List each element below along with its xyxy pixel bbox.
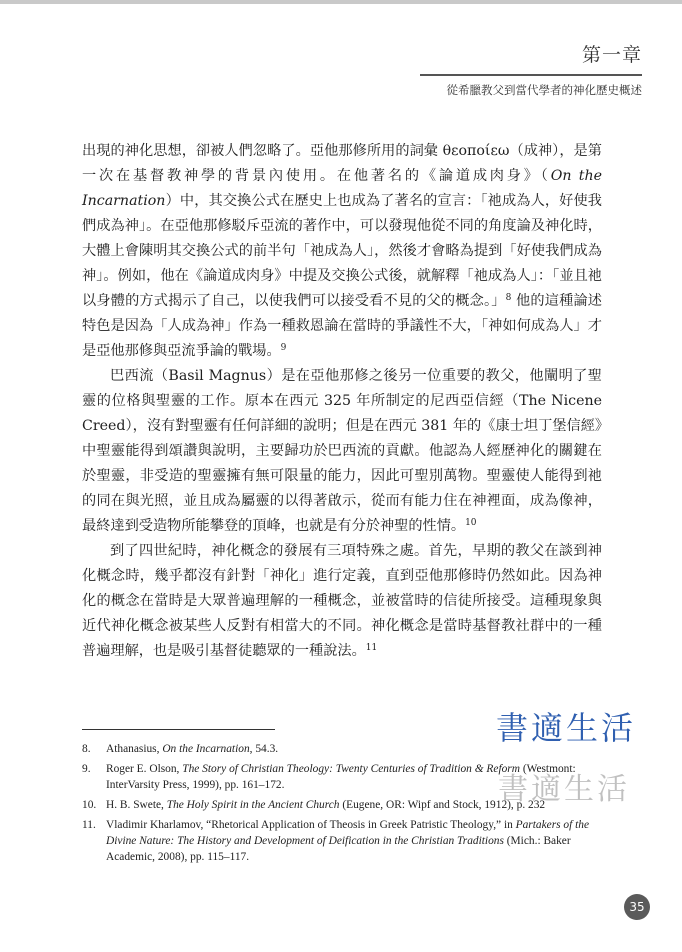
footnote-number: 11. xyxy=(82,819,96,831)
italic-title: The Story of Christian Theology: Twenty Centuries of Tradition & Reform xyxy=(182,763,520,775)
text-run: 巴西流（Basil Magnus）是在亞他那修之後另一位重要的教父，他闡明了聖靈的位格與聖靈的工作。原本在西元 325 年所制定的尼西亞信經（The Nicene Creed），沒有對聖靈有任何詳細的說明；但是在西元 381 年的《康士坦丁堡信經》中聖靈能得到頌讚與說明，主要歸功於巴西流的貢獻。他認為人經歷神化的關鍵在於聖靈，非受造的聖靈擁有無可限量的能力，因此可聖別萬物。聖靈使人能得到祂的同在與光照，並且成為屬靈的以得著啟示，從而有能力住在神裡面，成為像神，最終達到受造物所能攀登的頂峰，也就是有分於神聖的性情。 xyxy=(82,368,602,534)
text-run: (Westmont: InterVarsity Press, 1999), pp. 161–172. xyxy=(106,763,576,791)
paragraph xyxy=(82,364,602,539)
text-run: , 54.3. xyxy=(249,743,279,755)
footnote-reference: 10 xyxy=(465,518,477,528)
footnote-reference: 8 xyxy=(505,293,512,303)
chapter-label: 第一章 xyxy=(581,44,642,66)
text-run: Roger E. Olson, xyxy=(106,763,183,775)
paragraph xyxy=(82,139,602,364)
footnote-reference: 11 xyxy=(365,643,378,653)
chapter-subtitle: 從希臘教父到當代學者的神化歷史概述 xyxy=(446,83,642,97)
italic-title: The Holy Spirit in the Ancient Church xyxy=(166,799,340,811)
watermark-secondary: 書適生活 xyxy=(498,772,630,807)
body-text xyxy=(82,139,602,664)
text-run: 他的這種論述特色是因為「人成為神」作為一種救恩論在當時的爭議性不大，「神如何成為人」才是亞他那修與亞流爭論的戰場。 xyxy=(82,293,602,359)
header-rule xyxy=(420,74,642,76)
text-run: 到了四世紀時，神化概念的發展有三項特殊之處。首先，早期的教父在談到神化概念時，幾乎都沒有針對「神化」進行定義，直到亞他那修時仍然如此。因為神化的概念在當時是大眾普遍理解的一種概念，並被當時的信徒所接受。這種現象與近代神化概念被某些人反對有相當大的不同。神化概念是當時基督教社群中的一種普遍理解，也是吸引基督徒聽眾的一種說法。 xyxy=(82,543,602,659)
page-number: 35 xyxy=(624,894,650,920)
text-run: Vladimir Kharlamov, “Rhetorical Application of Theosis in Greek Patristic Theology,” in xyxy=(106,819,516,831)
footnote-number: 10. xyxy=(82,799,97,811)
footnote-number: 8. xyxy=(82,743,91,755)
text-run: Athanasius, xyxy=(106,743,163,755)
footnote-reference: 9 xyxy=(280,343,287,353)
footnote-number: 9. xyxy=(82,763,91,775)
watermark-primary: 書適生活 xyxy=(496,709,637,747)
text-run: 出現的神化思想，卻被人們忽略了。亞他那修所用的詞彙 θεοποίεω（成神），是第一次在基督教神學的背景內使用。在他著名的《論道成肉身》（ xyxy=(82,143,602,184)
italic-title: On the Incarnation xyxy=(82,168,603,209)
text-run: H. B. Swete, xyxy=(106,799,167,811)
top-border xyxy=(0,0,682,4)
text-run: (Eugene, OR: Wipf and Stock, 1912), p. 232 xyxy=(339,799,546,811)
text-run: ）中，其交換公式在歷史上也成為了著名的宣言：「祂成為人，好使我們成為神」。在亞他那修駁斥亞流的著作中，可以發現他從不同的角度論及神化時，大體上會陳明其交換公式的前半句「祂成為人」，然後才會略為提到「好使我們成為神」。例如，他在《論道成肉身》中提及交換公式後，就解釋「祂成為人」：「並且祂以身體的方式揭示了自己，以使我們可以接受看不見的父的概念。」 xyxy=(82,193,602,309)
italic-title: On the Incarnation xyxy=(162,743,250,755)
text-run: (Mich.: Baker Academic, 2008), pp. 115–117. xyxy=(106,835,571,863)
italic-title: Partakers of the Divine Nature: The History and Development of Deification in the Christian Traditions xyxy=(106,819,590,847)
footnote xyxy=(82,817,602,865)
footnote-divider xyxy=(82,729,275,730)
paragraph xyxy=(82,539,602,664)
